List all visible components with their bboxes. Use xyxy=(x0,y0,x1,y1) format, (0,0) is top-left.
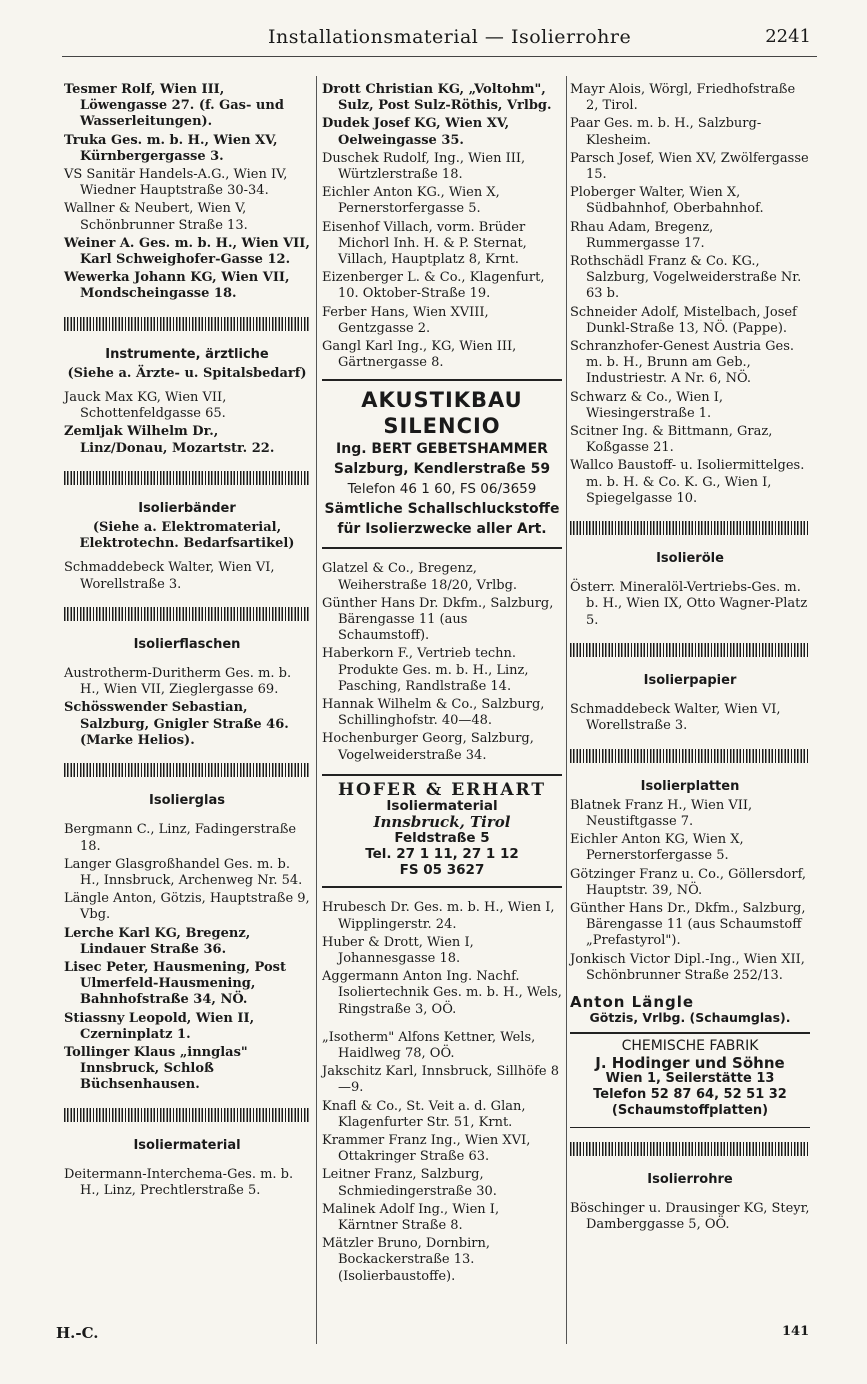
section-divider-bar xyxy=(570,643,810,657)
section-divider-bar xyxy=(64,607,310,621)
section-heading: Isolierglas xyxy=(149,793,225,809)
listing-entry: Böschinger u. Drausinger KG, Steyr, Damberggasse 5, OÖ. xyxy=(570,1200,810,1233)
listing-entry: Eichler Anton KG, Wien X, Pernerstorfergasse 5. xyxy=(570,832,744,864)
listing-entry: Mätzler Bruno, Dornbirn, Bockackerstraße 13. (Isolierbaustoffe). xyxy=(322,1236,490,1284)
listing-entry: Bergmann C., Linz, Fadingerstraße 18. xyxy=(64,822,297,854)
section-heading: Isoliermaterial xyxy=(133,1137,241,1153)
section-divider-bar xyxy=(64,317,310,331)
header-rule xyxy=(62,56,817,57)
advert-akustikbau xyxy=(322,379,562,549)
listing-entry: Österr. Mineralöl-Vertriebs-Ges. m. b. H., Wien IX, Otto Wagner-Platz 5. xyxy=(570,580,808,628)
listing-entry: Weiner A. Ges. m. b. H., Wien VII, Karl Schweighofer-Gasse 12. xyxy=(64,235,310,268)
advert-company-name: HOFER & ERHART xyxy=(337,779,547,800)
section-divider-bar xyxy=(64,1108,310,1122)
listing-entry: Rothschädl Franz & Co. KG., Salzburg, Vogelweiderstraße Nr. 63 b. xyxy=(570,254,802,302)
listing-entry: Hannak Wilhelm & Co., Salzburg, Schillinghofstr. 40—48. xyxy=(322,697,545,729)
page-number: 2241 xyxy=(765,26,811,47)
section-heading: Isolierplatten xyxy=(640,778,740,794)
listing-entry: Wallner & Neubert, Wien V, Schönbrunner Straße 13. xyxy=(64,201,248,233)
listing-entry: Rhau Adam, Bregenz, Rummergasse 17. xyxy=(570,219,714,251)
listing-entry: Jakschitz Karl, Innsbruck, Sillhöfe 8—9. xyxy=(322,1064,559,1096)
section-heading: Isolierbänder xyxy=(138,500,236,516)
listing-entry: Langer Glasgroßhandel Ges. m. b. H., Innsbruck, Archenweg Nr. 54. xyxy=(64,856,303,888)
listing-entry: Längle Anton, Götzis, Hauptstraße 9, Vbg. xyxy=(64,891,310,923)
listing-entry: Blatnek Franz H., Wien VII, Neustiftgasse 7. xyxy=(570,797,753,829)
listing-entry: Huber & Drott, Wien I, Johannesgasse 18. xyxy=(322,934,474,966)
column-divider-2 xyxy=(566,76,567,1344)
listing-entry: Lisec Peter, Hausmening, Post Ulmerfeld-Hausmening, Bahnhofstraße 34, NÖ. xyxy=(64,959,286,1008)
advert-laengle-hodinger xyxy=(570,994,810,1128)
listing-entry: Tollinger Klaus „innglas" Innsbruck, Schloß Büchsenhausen. xyxy=(64,1044,248,1093)
listing-entry: Ferber Hans, Wien XVIII, Gentzgasse 2. xyxy=(322,304,489,336)
advert-company-name: Anton Längle xyxy=(570,992,695,1011)
listing-entry: Knafl & Co., St. Veit a. d. Glan, Klagenfurter Str. 51, Krnt. xyxy=(322,1098,526,1130)
advert-hofer-erhart xyxy=(322,774,562,888)
advert-tagline: Sämtliche Schallschluckstoffe xyxy=(324,501,560,518)
advert-address: Feldstraße 5 xyxy=(394,830,490,847)
listing-entry: Zemljak Wilhelm Dr., Linz/Donau, Mozartstr. 22. xyxy=(64,424,275,456)
section-divider-bar xyxy=(570,1142,810,1156)
listing-entry: Wewerka Johann KG, Wien VII, Mondscheingasse 18. xyxy=(64,270,290,302)
advert-telex: FS 05 3627 xyxy=(399,862,485,879)
listing-entry: Haberkorn F., Vertrieb techn. Produkte Ges. m. b. H., Linz, Pasching, Randlstraße 14. xyxy=(322,646,529,694)
listing-entry: VS Sanitär Handels-A.G., Wien IV, Wiedner Hauptstraße 30-34. xyxy=(64,167,288,199)
listing-entry: Glatzel & Co., Bregenz, Weiherstraße 18/20, Vrlbg. xyxy=(322,561,518,593)
listing-entry: Schranzhofer-Genest Austria Ges. m. b. H., Brunn am Geb., Industriestr. A Nr. 6, NÖ. xyxy=(570,339,795,387)
listing-entry: Schösswender Sebastian, Salzburg, Gnigler Straße 46. (Marke Helios). xyxy=(64,700,289,748)
listing-entry: Schwarz & Co., Wien I, Wiesingerstraße 1. xyxy=(570,389,724,421)
listing-entry: Deitermann-Interchema-Ges. m. b. H., Linz, Prechtlerstraße 5. xyxy=(64,1166,294,1198)
advert-tagline: für Isolierzwecke aller Art. xyxy=(337,521,547,538)
advert-person: Ing. BERT GEBETSHAMMER xyxy=(336,441,548,458)
advert-address: Wien 1, Seilerstätte 13 xyxy=(605,1070,775,1086)
section-heading: Isolierflaschen xyxy=(133,636,241,652)
listing-entry: Schmaddebeck Walter, Wien VI, Worellstraße 3. xyxy=(570,702,781,734)
advert-phone: Telefon 46 1 60, FS 06/3659 xyxy=(347,481,537,498)
listing-entry: Krammer Franz Ing., Wien XVI, Ottakringer Straße 63. xyxy=(322,1132,531,1165)
listing-entry: Eichler Anton KG., Wien X, Pernerstorfergasse 5. xyxy=(322,185,500,217)
listing-entry: Eizenberger L. & Co., Klagenfurt, 10. Oktober-Straße 19. xyxy=(322,270,545,302)
listing-entry: Jonkisch Victor Dipl.-Ing., Wien XII, Schönbrunner Straße 252/13. xyxy=(570,951,805,983)
advert-address: Salzburg, Kendlerstraße 59 xyxy=(333,461,551,478)
column-2 xyxy=(322,82,562,1287)
listing-entry: Günther Hans Dr. Dkfm., Salzburg, Bärengasse 11 (aus Schaumstoff). xyxy=(322,595,554,644)
section-divider-bar xyxy=(570,749,810,763)
section-note: (Siehe a. Elektromaterial, Elektrotechn. Bedarfsartikel) xyxy=(79,520,295,552)
listing-entry: „Isotherm" Alfons Kettner, Wels, Haidlweg 78, OÖ. xyxy=(322,1029,536,1061)
section-divider-bar xyxy=(570,521,810,535)
listing-entry: Hochenburger Georg, Salzburg, Vogelweiderstraße 34. xyxy=(322,731,534,763)
footer-page-number: 141 xyxy=(782,1324,810,1339)
section-note: (Siehe a. Ärzte- u. Spitalsbedarf) xyxy=(67,365,307,381)
listing-entry: Lerche Karl KG, Bregenz, Lindauer Straße 36. xyxy=(64,925,251,957)
section-divider-bar xyxy=(64,471,310,485)
listing-entry: Stiassny Leopold, Wien II, Czerninplatz 1. xyxy=(64,1010,255,1042)
page-title: Installationsmaterial — Isolierrohre xyxy=(268,26,632,48)
listing-entry: Dudek Josef KG, Wien XV, Oelweingasse 35. xyxy=(322,116,510,148)
advert-company-name: AKUSTIKBAU SILENCIO xyxy=(361,388,523,439)
advert-subtitle: Götzis, Vrlbg. (Schaumglas). xyxy=(589,1010,791,1026)
listing-entry: Austrotherm-Duritherm Ges. m. b. H., Wien VII, Zieglergasse 69. xyxy=(64,666,292,698)
listing-entry: Drott Christian KG, „Voltohm", Sulz, Post Sulz-Röthis, Vrlbg. xyxy=(322,82,552,114)
advert-phone: Telefon 52 87 64, 52 51 32 xyxy=(593,1086,787,1102)
listing-entry: Truka Ges. m. b. H., Wien XV, Kürnbergergasse 3. xyxy=(64,132,278,164)
listing-entry: Scitner Ing. & Bittmann, Graz, Koßgasse 21. xyxy=(570,424,773,456)
section-heading: Isolieröle xyxy=(656,551,724,567)
section-divider-bar xyxy=(64,763,310,777)
listing-entry: Malinek Adolf Ing., Wien I, Kärntner Straße 8. xyxy=(322,1201,500,1233)
column-divider-1 xyxy=(316,76,317,1344)
listing-entry: Gangl Karl Ing., KG, Wien III, Gärtnergasse 8. xyxy=(322,339,517,371)
listing-entry: Leitner Franz, Salzburg, Schmiedingerstraße 30. xyxy=(322,1167,497,1199)
listing-entry: Parsch Josef, Wien XV, Zwölfergasse 15. xyxy=(570,150,809,183)
listing-entry: Duschek Rudolf, Ing., Wien III, Würtzlerstraße 18. xyxy=(322,150,526,183)
page-header xyxy=(0,26,867,50)
column-1 xyxy=(64,82,310,1201)
listing-entry: Wallco Baustoff- u. Isoliermittelges. m. b. H. & Co. K. G., Wien I, Spiegelgasse 10. xyxy=(570,458,805,506)
listing-entry: Hrubesch Dr. Ges. m. b. H., Wien I, Wipplingerstr. 24. xyxy=(322,900,555,932)
listing-entry: Eisenhof Villach, vorm. Brüder Michorl Inh. H. & P. Sternat, Villach, Hauptplatz 8, Krnt. xyxy=(322,219,527,268)
advert-company-type: CHEMISCHE FABRIK xyxy=(621,1038,759,1055)
listing-entry: Jauck Max KG, Wien VII, Schottenfeldgasse 65. xyxy=(64,390,227,422)
listing-entry: Schneider Adolf, Mistelbach, Josef Dunkl-Straße 13, NÖ. (Pappe). xyxy=(570,304,797,336)
section-heading: Isolierrohre xyxy=(647,1171,733,1187)
listing-entry: Götzinger Franz u. Co., Göllersdorf, Hauptstr. 39, NÖ. xyxy=(570,866,807,898)
column-3 xyxy=(570,82,810,1235)
listing-entry: Paar Ges. m. b. H., Salzburg-Klesheim. xyxy=(570,116,762,148)
listing-entry: Günther Hans Dr., Dkfm., Salzburg, Bärengasse 11 (aus Schaumstoff „Prefastyrol"). xyxy=(570,900,806,949)
section-heading: Isolierpapier xyxy=(643,672,737,688)
listing-entry: Schmaddebeck Walter, Wien VI, Worellstraße 3. xyxy=(64,560,275,592)
advert-note: (Schaumstoffplatten) xyxy=(611,1102,769,1118)
listing-entry: Mayr Alois, Wörgl, Friedhofstraße 2, Tirol. xyxy=(570,82,796,114)
advert-phone: Tel. 27 1 11, 27 1 12 xyxy=(365,846,519,863)
section-heading: Instrumente, ärztliche xyxy=(105,346,269,362)
advert-subtitle: Isoliermaterial xyxy=(386,798,498,815)
advert-city: Innsbruck, Tirol xyxy=(373,813,511,832)
advert-company-name: J. Hodinger und Söhne xyxy=(595,1053,785,1072)
listing-entry: Aggermann Anton Ing. Nachf. Isoliertechnik Ges. m. b. H., Wels, Ringstraße 3, OÖ. xyxy=(322,969,562,1017)
listing-entry: Ploberger Walter, Wien X, Südbahnhof, Oberbahnhof. xyxy=(570,185,764,217)
listing-entry: Tesmer Rolf, Wien III, Löwengasse 27. (f. Gas- und Wasserleitungen). xyxy=(64,82,284,130)
footer-left-label: H.-C. xyxy=(56,1324,99,1342)
